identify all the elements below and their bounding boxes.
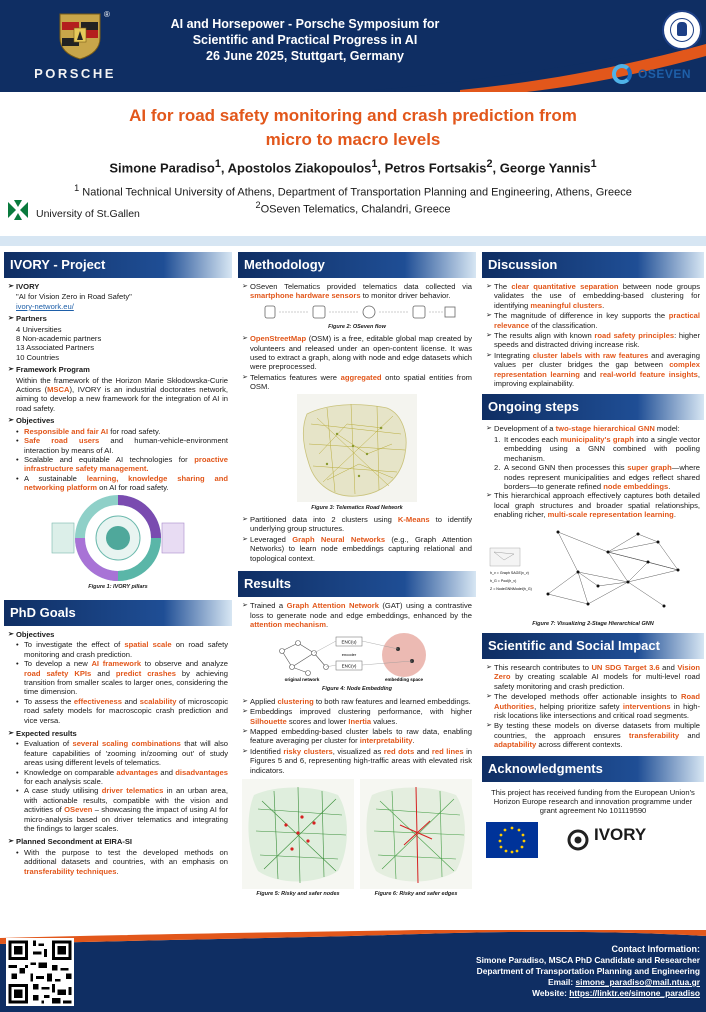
text: A sustainable — [24, 473, 87, 483]
ongoing-item — [486, 424, 700, 433]
text: A case study utilising — [24, 786, 102, 796]
partners-item: 10 Countries — [16, 352, 60, 362]
author-name: Simone Paradiso — [109, 160, 215, 176]
hl-text: learning, knowledge sharing and networking platform — [24, 473, 228, 493]
text: . — [325, 619, 329, 629]
hl-text: spatial scale — [124, 640, 172, 650]
section-body-methodology — [238, 278, 476, 563]
text: Applied — [250, 696, 278, 706]
text: . — [116, 866, 119, 876]
text: to monitor driver behavior. — [360, 291, 451, 301]
email-label: Email: — [548, 977, 576, 987]
ivory-objective — [8, 474, 228, 493]
section-body-ongoing — [482, 420, 704, 628]
text: Embeddings improved clustering performance, with higher — [250, 707, 472, 717]
framework-title: ➢ Framework Program — [8, 365, 228, 374]
hl-text: super graph — [627, 463, 672, 473]
hsg-logo — [6, 196, 146, 226]
text: Integrating — [494, 350, 533, 360]
text: Identified — [250, 746, 284, 756]
text: and — [121, 696, 140, 706]
registered-mark: ® — [104, 10, 110, 19]
framework-text-a: Within the framework of the Horizon Marie Skłodowska-Curie Actions ( — [16, 375, 228, 395]
author-affil-sup: 1 — [214, 158, 221, 170]
porsche-crest-icon — [58, 10, 102, 60]
section-body-phd — [4, 626, 232, 876]
contact-block — [300, 944, 700, 999]
hl-text: meaningful clusters — [530, 300, 603, 310]
fig7-eq-1: h_v = Graph SAGE(x_v) — [490, 570, 529, 575]
acknowledgments-text: This project has received funding from the European Union's Horizon Europe research and innovation programme under grant agreement No 101119590 — [491, 787, 695, 816]
text: The developed methods offer actionable insights to — [494, 692, 682, 702]
text: . — [673, 510, 676, 520]
figure-5-caption: Figure 5: Risky and safer nodes — [256, 890, 340, 897]
ongoing-step-1 — [486, 435, 700, 463]
text: The results align with known — [494, 331, 595, 341]
partners-title: ➢ Partners — [8, 314, 228, 323]
author-affil-sup: 1 — [590, 158, 597, 170]
text: into a single vector embedding using a GNN combined with pooling mechanism. — [504, 434, 700, 463]
hl-text: municipality's graph — [560, 434, 634, 444]
text: , improving explainability. — [494, 369, 700, 389]
objectives-title: ➢ Objectives — [8, 416, 228, 425]
hl-text: transferability — [628, 730, 680, 740]
hl-text: Inertia — [348, 716, 372, 726]
column-middle — [238, 252, 476, 901]
fig4-label-embedding: embedding space — [384, 677, 424, 683]
section-heading-results: Results — [238, 571, 476, 597]
text: on road safety monitoring and crash prediction. — [24, 640, 228, 659]
hl-text: several scaling combinations — [72, 739, 181, 749]
framework-text — [8, 376, 228, 414]
hl-text: K-Means — [397, 515, 430, 525]
figure-2-oseven-flow — [257, 303, 457, 321]
methodology-item — [242, 282, 472, 301]
text: for road safety. — [108, 426, 161, 436]
text: Leveraged — [250, 534, 293, 544]
expected-result — [8, 786, 228, 833]
text: Partitioned data into 2 clusters using — [250, 515, 398, 525]
hl-text: disadvantages — [175, 767, 229, 777]
partners-item: 13 Associated Partners — [16, 343, 95, 353]
text: of microscopic road safety models for macroscopic crash prediction and vice versa. — [24, 696, 228, 725]
eu-flag-icon — [486, 822, 538, 858]
figure-2-caption: Figure 2: OSeven flow — [328, 323, 386, 330]
impact-item — [486, 663, 700, 691]
hl-text: clear quantitative separation — [511, 282, 619, 291]
hl-text: cluster labels with raw features — [532, 350, 649, 360]
hsg-mark-icon — [6, 198, 30, 222]
impact-item — [486, 692, 700, 720]
hl-text: node embeddings — [603, 481, 669, 491]
text: on AI for road safety. — [97, 483, 169, 493]
symposium-line-2: Scientific and Practical Progress in AI — [192, 33, 418, 47]
hl-text: Road Authorities — [494, 692, 700, 711]
oseven-logo — [612, 62, 704, 86]
figure-7-hierarchical-gnn — [488, 522, 698, 618]
text: The — [494, 282, 512, 291]
figure-6-caption: Figure 6: Risky and safer edges — [374, 890, 458, 897]
column-right — [482, 252, 704, 862]
fig7-eq-2: h_G = Pool(h_v) — [490, 578, 517, 583]
ivory-logo-icon — [566, 828, 590, 852]
section-body-ivory — [4, 278, 232, 592]
figure-1-caption: Figure 1: IVORY pillars — [88, 583, 148, 590]
text: To assess the — [24, 696, 74, 706]
text: for each analysis scale. — [24, 777, 103, 787]
author-name: Apostolos Ziakopoulos — [227, 160, 372, 176]
phd-objective — [8, 640, 228, 659]
text: To investigate the effect of — [24, 640, 125, 650]
text: To develop a new — [24, 659, 92, 669]
text: Mapped embedding-based cluster labels to raw data, enabling feature averaging per cluster for — [250, 726, 472, 746]
framework-text-b: ), IVORY is an industrial doctorates network, aiming to develop a new framework for the integration of AI in road safety. — [16, 385, 228, 413]
figure-5 — [242, 779, 354, 901]
hl-text: clustering — [277, 696, 314, 706]
text: It encodes each — [504, 434, 561, 444]
section-body-acknowledgments — [482, 782, 704, 862]
fig4-encoder: encoder — [341, 652, 357, 658]
author-sep: , — [220, 160, 228, 176]
text: Scalable and equitable AI technologies for — [24, 454, 195, 464]
hl-text: red dots — [383, 746, 415, 756]
msca-highlight: MSCA — [47, 385, 70, 395]
hl-text: aggregated — [340, 372, 382, 382]
hl-text: Silhouette — [250, 716, 287, 726]
text: in high-risk locations like intersections and critical road segments. — [494, 701, 700, 720]
text: —where nodes represent municipalities and edges reflect shared borders—to generate refined — [504, 463, 700, 491]
text: Telematics features were — [250, 372, 341, 382]
section-heading-ivory: IVORY - Project — [4, 252, 232, 278]
section-heading-phd: PhD Goals — [4, 600, 232, 626]
expected-results-title: ➢ Expected results — [8, 729, 228, 738]
qr-code[interactable] — [6, 938, 74, 1006]
ntua-seal-icon — [662, 10, 702, 50]
ivory-url-link[interactable]: ivory-network.eu/ — [16, 301, 74, 311]
text: Knowledge on comparable — [24, 767, 117, 777]
oseven-ring-icon — [612, 64, 632, 84]
hl-text: interpretability — [359, 736, 413, 746]
section-heading-impact: Scientific and Social Impact — [482, 633, 704, 659]
hl-text: OSeven — [64, 805, 93, 815]
discussion-item — [486, 282, 700, 310]
figures-5-6-row — [242, 779, 472, 901]
hl-text: proactive infrastructure safety management. — [24, 454, 228, 474]
poster-title-line-1: AI for road safety monitoring and crash prediction from — [129, 106, 577, 125]
results-item — [242, 747, 472, 775]
title-divider — [0, 236, 706, 246]
text: model: — [654, 424, 680, 434]
hl-text: Vision Zero — [494, 662, 701, 682]
hl-text: red lines — [431, 746, 464, 756]
partners-item: 8 Non-academic partners — [16, 334, 102, 344]
text: , helping prioritize safety — [534, 701, 623, 711]
text: and — [91, 668, 116, 678]
expected-result — [8, 768, 228, 787]
text: onto spatial entities from OSM. — [250, 372, 472, 392]
contact-title: Contact Information: — [611, 944, 700, 954]
methodology-item — [242, 535, 472, 563]
text: in an urban area, with actionable results, compatible with the vision and activities of — [24, 786, 228, 815]
fig4-enc-v: ENC(v) — [341, 663, 357, 669]
author-name: Petros Fortsakis — [384, 160, 487, 176]
contact-department: Department of Transportation Planning and Engineering — [476, 966, 700, 976]
secondment-item — [8, 848, 228, 876]
discussion-item — [486, 331, 700, 350]
hl-text: two-stage hierarchical GNN — [555, 424, 655, 434]
poster-title — [40, 104, 666, 152]
ongoing-item — [486, 491, 700, 519]
figure-4-node-embedding — [272, 631, 442, 683]
text: to identify underlying group structures. — [250, 515, 472, 534]
section-heading-discussion: Discussion — [482, 252, 704, 278]
text: across different contexts. — [536, 740, 623, 750]
contact-website-row — [300, 988, 700, 999]
hl-text: complex representation learning — [494, 360, 700, 379]
figure-3-caption: Figure 3: Telematics Road Network — [311, 504, 403, 511]
ivory-name: ➢ IVORY — [8, 282, 228, 291]
results-item — [242, 601, 472, 629]
hl-text: advantages — [116, 767, 159, 777]
author-affil-sup: 1 — [371, 158, 378, 170]
step-number: 1. — [494, 434, 501, 444]
symposium-date-location: 26 June 2025, Stuttgart, Germany — [206, 49, 404, 63]
results-item — [242, 707, 472, 726]
acknowledgments-logos — [486, 822, 700, 862]
ivory-objective — [8, 455, 228, 474]
results-item — [242, 697, 472, 706]
text: and — [659, 662, 678, 672]
contact-email-row — [300, 977, 700, 988]
text: of the classification. — [529, 320, 598, 330]
hl-text: adaptability — [494, 740, 537, 750]
hl-text: road safety KPIs — [24, 668, 92, 678]
hl-text: road safety principles — [594, 331, 675, 341]
hl-text: risky clusters — [283, 746, 333, 756]
text: By testing these models on diverse datasets from multiple countries, the approach ensures — [494, 721, 700, 740]
text: , visualized as — [332, 746, 384, 756]
hl-text: OpenStreetMap — [250, 334, 307, 344]
hl-text: Responsible and fair AI — [24, 426, 109, 436]
text: Trained a — [250, 601, 287, 611]
hl-text: Safe road users — [24, 436, 100, 446]
fig7-eq-3: Z = NodeGNNModel(h_G) — [490, 586, 532, 591]
ivory-wordmark: IVORY — [594, 824, 647, 844]
text: OSeven Telematics provided telematics data collected via — [250, 282, 472, 291]
figure-7-caption: Figure 7: Visualizing 2-Stage Hierarchical GNN — [532, 620, 654, 627]
symposium-line-1: AI and Horsepower - Porsche Symposium for — [170, 17, 440, 31]
text: to observe and analyze — [141, 659, 228, 669]
hl-text: Graph Neural Networks — [292, 534, 386, 544]
poster-title-line-2: micro to macro levels — [265, 130, 441, 149]
figure-6-risky-safer-edges — [360, 779, 472, 889]
ongoing-step-2 — [486, 463, 700, 491]
hl-text: UN SDG Target 3.6 — [591, 662, 660, 672]
ivory-full-name: "AI for Vision Zero in Road Safety" — [16, 292, 132, 302]
text: that will also feature capabilities of 'zooming in/zooming out' of study areas using different levels of telematics. — [24, 739, 229, 768]
column-left — [4, 252, 232, 876]
poster-header — [0, 0, 706, 92]
figure-3-telematics-road-network — [297, 394, 417, 502]
text: by achieving transition from smaller scales to larger ones, considering the time dimension. — [24, 668, 228, 697]
methodology-item — [242, 373, 472, 392]
hl-text: AI framework — [91, 659, 142, 669]
text: to both raw features and learned embeddings. — [313, 696, 471, 706]
hl-text: Graph Attention Network — [286, 601, 379, 611]
author-sep: , — [377, 160, 385, 176]
section-body-results — [238, 597, 476, 901]
figure-4-caption: Figure 4: Node Embedding — [322, 686, 392, 693]
ivory-objective — [8, 427, 228, 436]
text: between node groups validates the use of embedding-based clustering for identifying — [494, 282, 700, 310]
text: (OSM) is a free, editable global map created by volunteers and released under an open-content license. It was used to extract a graph, along with node and edge datasets which were preprocessed. — [250, 334, 472, 372]
author-affil-sup: 2 — [486, 158, 493, 170]
section-heading-methodology: Methodology — [238, 252, 476, 278]
phd-objectives-title: ➢ Objectives — [8, 630, 228, 639]
discussion-item — [486, 351, 700, 389]
hl-text: effectiveness — [73, 696, 122, 706]
text: The magnitude of difference in key supports the — [494, 311, 669, 321]
impact-item — [486, 721, 700, 749]
figure-6 — [360, 779, 472, 901]
affil-number: 1 — [74, 183, 80, 193]
text: With the purpose to test the developed methods on additional datasets and countries, with an emphasis on — [24, 847, 228, 867]
hl-text: scalability — [139, 696, 177, 706]
phd-objective — [8, 659, 228, 697]
hl-text: practical relevance — [494, 311, 700, 330]
hl-text: real-world feature insights — [599, 369, 698, 379]
text: – showcasing the impact of using AI for micro-analysis based on driver telematics and integrating the findings to larger scales. — [24, 805, 228, 834]
discussion-item — [486, 311, 700, 330]
methodology-item — [242, 334, 472, 372]
text: This hierarchical approach effectively captures both detailed local graph structures and broader spatial relationships, enabling richer, — [494, 491, 700, 520]
section-body-impact — [482, 659, 704, 750]
symposium-title — [140, 16, 470, 64]
hl-text: interventions — [622, 701, 671, 711]
text: . — [602, 300, 605, 310]
phd-objective — [8, 697, 228, 725]
email-link[interactable]: simone_paradiso@mail.ntua.gr — [575, 977, 700, 987]
affil-text: National Technical University of Athens, Department of Transportation Planning and Engineering, Athens, Greece — [79, 186, 632, 199]
author-list — [20, 158, 686, 175]
oseven-wordmark: OSEVEN — [638, 67, 692, 81]
text: : higher speeds and distracted driving increase risk. — [494, 331, 701, 350]
affil-text: OSeven Telematics, Chalandri, Greece — [260, 203, 451, 216]
text: and — [414, 746, 432, 756]
hl-text: predict crashes — [115, 668, 176, 678]
step-number: 2. — [494, 463, 501, 473]
text: scores and lower — [286, 716, 349, 726]
porsche-logo — [8, 6, 142, 82]
figure-5-risky-safer-nodes — [242, 779, 354, 889]
affil-number: 2 — [255, 200, 261, 210]
text: by creating scalable AI models for multi-level road safety monitoring and crash prediction. — [494, 672, 700, 691]
section-heading-ongoing: Ongoing steps — [482, 394, 704, 420]
section-body-discussion — [482, 278, 704, 388]
porsche-wordmark: PORSCHE — [34, 66, 116, 81]
hsg-wordmark: University of St.Gallen — [36, 208, 140, 220]
results-item — [242, 727, 472, 746]
text: and — [579, 369, 600, 379]
website-label: Website: — [532, 988, 570, 998]
methodology-item — [242, 515, 472, 534]
fig4-enc-u: ENC(u) — [341, 639, 357, 645]
text: in Figures 5 and 6, representing high-traffic areas with elevated risk indicators. — [250, 746, 472, 775]
website-link[interactable]: https://linktr.ee/simone_paradiso — [569, 988, 700, 998]
fig4-label-original: original network — [284, 677, 320, 683]
text: and human-vehicle-environment interaction by means of AI. — [24, 436, 229, 455]
text: Evaluation of — [24, 739, 73, 749]
secondment-title: ➢ Planned Secondment at EIRA-SI — [8, 837, 228, 846]
ivory-objective — [8, 436, 228, 455]
author-sep: , — [492, 160, 500, 176]
hl-text: attention mechanism — [250, 619, 326, 629]
text: . — [412, 736, 415, 746]
text: This research contributes to — [494, 662, 592, 672]
text: Development of a — [494, 424, 556, 434]
text: values. — [371, 716, 398, 726]
hl-text: multi-scale representation learning — [547, 510, 674, 520]
text: and — [679, 730, 700, 740]
section-heading-acknowledgments: Acknowledgments — [482, 756, 704, 782]
text: (e.g., Graph Attention Networks) to learn node embeddings capturing relational and topological context. — [250, 534, 473, 563]
text: (GAT) using a contrastive loss to generate node and edge embeddings, enhanced by the — [250, 601, 472, 620]
hl-text: driver telematics — [101, 786, 164, 796]
figure-1-ivory-pillars — [48, 495, 188, 581]
text: A second GNN then processes this — [504, 463, 628, 473]
hl-text: transferability techniques — [24, 866, 117, 876]
partners-item: 4 Universities — [16, 324, 62, 334]
text: and averaging values per cluster bridges the gap between — [494, 350, 700, 370]
expected-result — [8, 739, 228, 767]
author-name: George Yannis — [499, 160, 591, 176]
text: and — [158, 767, 176, 777]
contact-name-role: Simone Paradiso, MSCA PhD Candidate and Researcher — [475, 955, 700, 965]
text: . — [668, 481, 671, 491]
hl-text: smartphone hardware sensors — [250, 291, 361, 301]
